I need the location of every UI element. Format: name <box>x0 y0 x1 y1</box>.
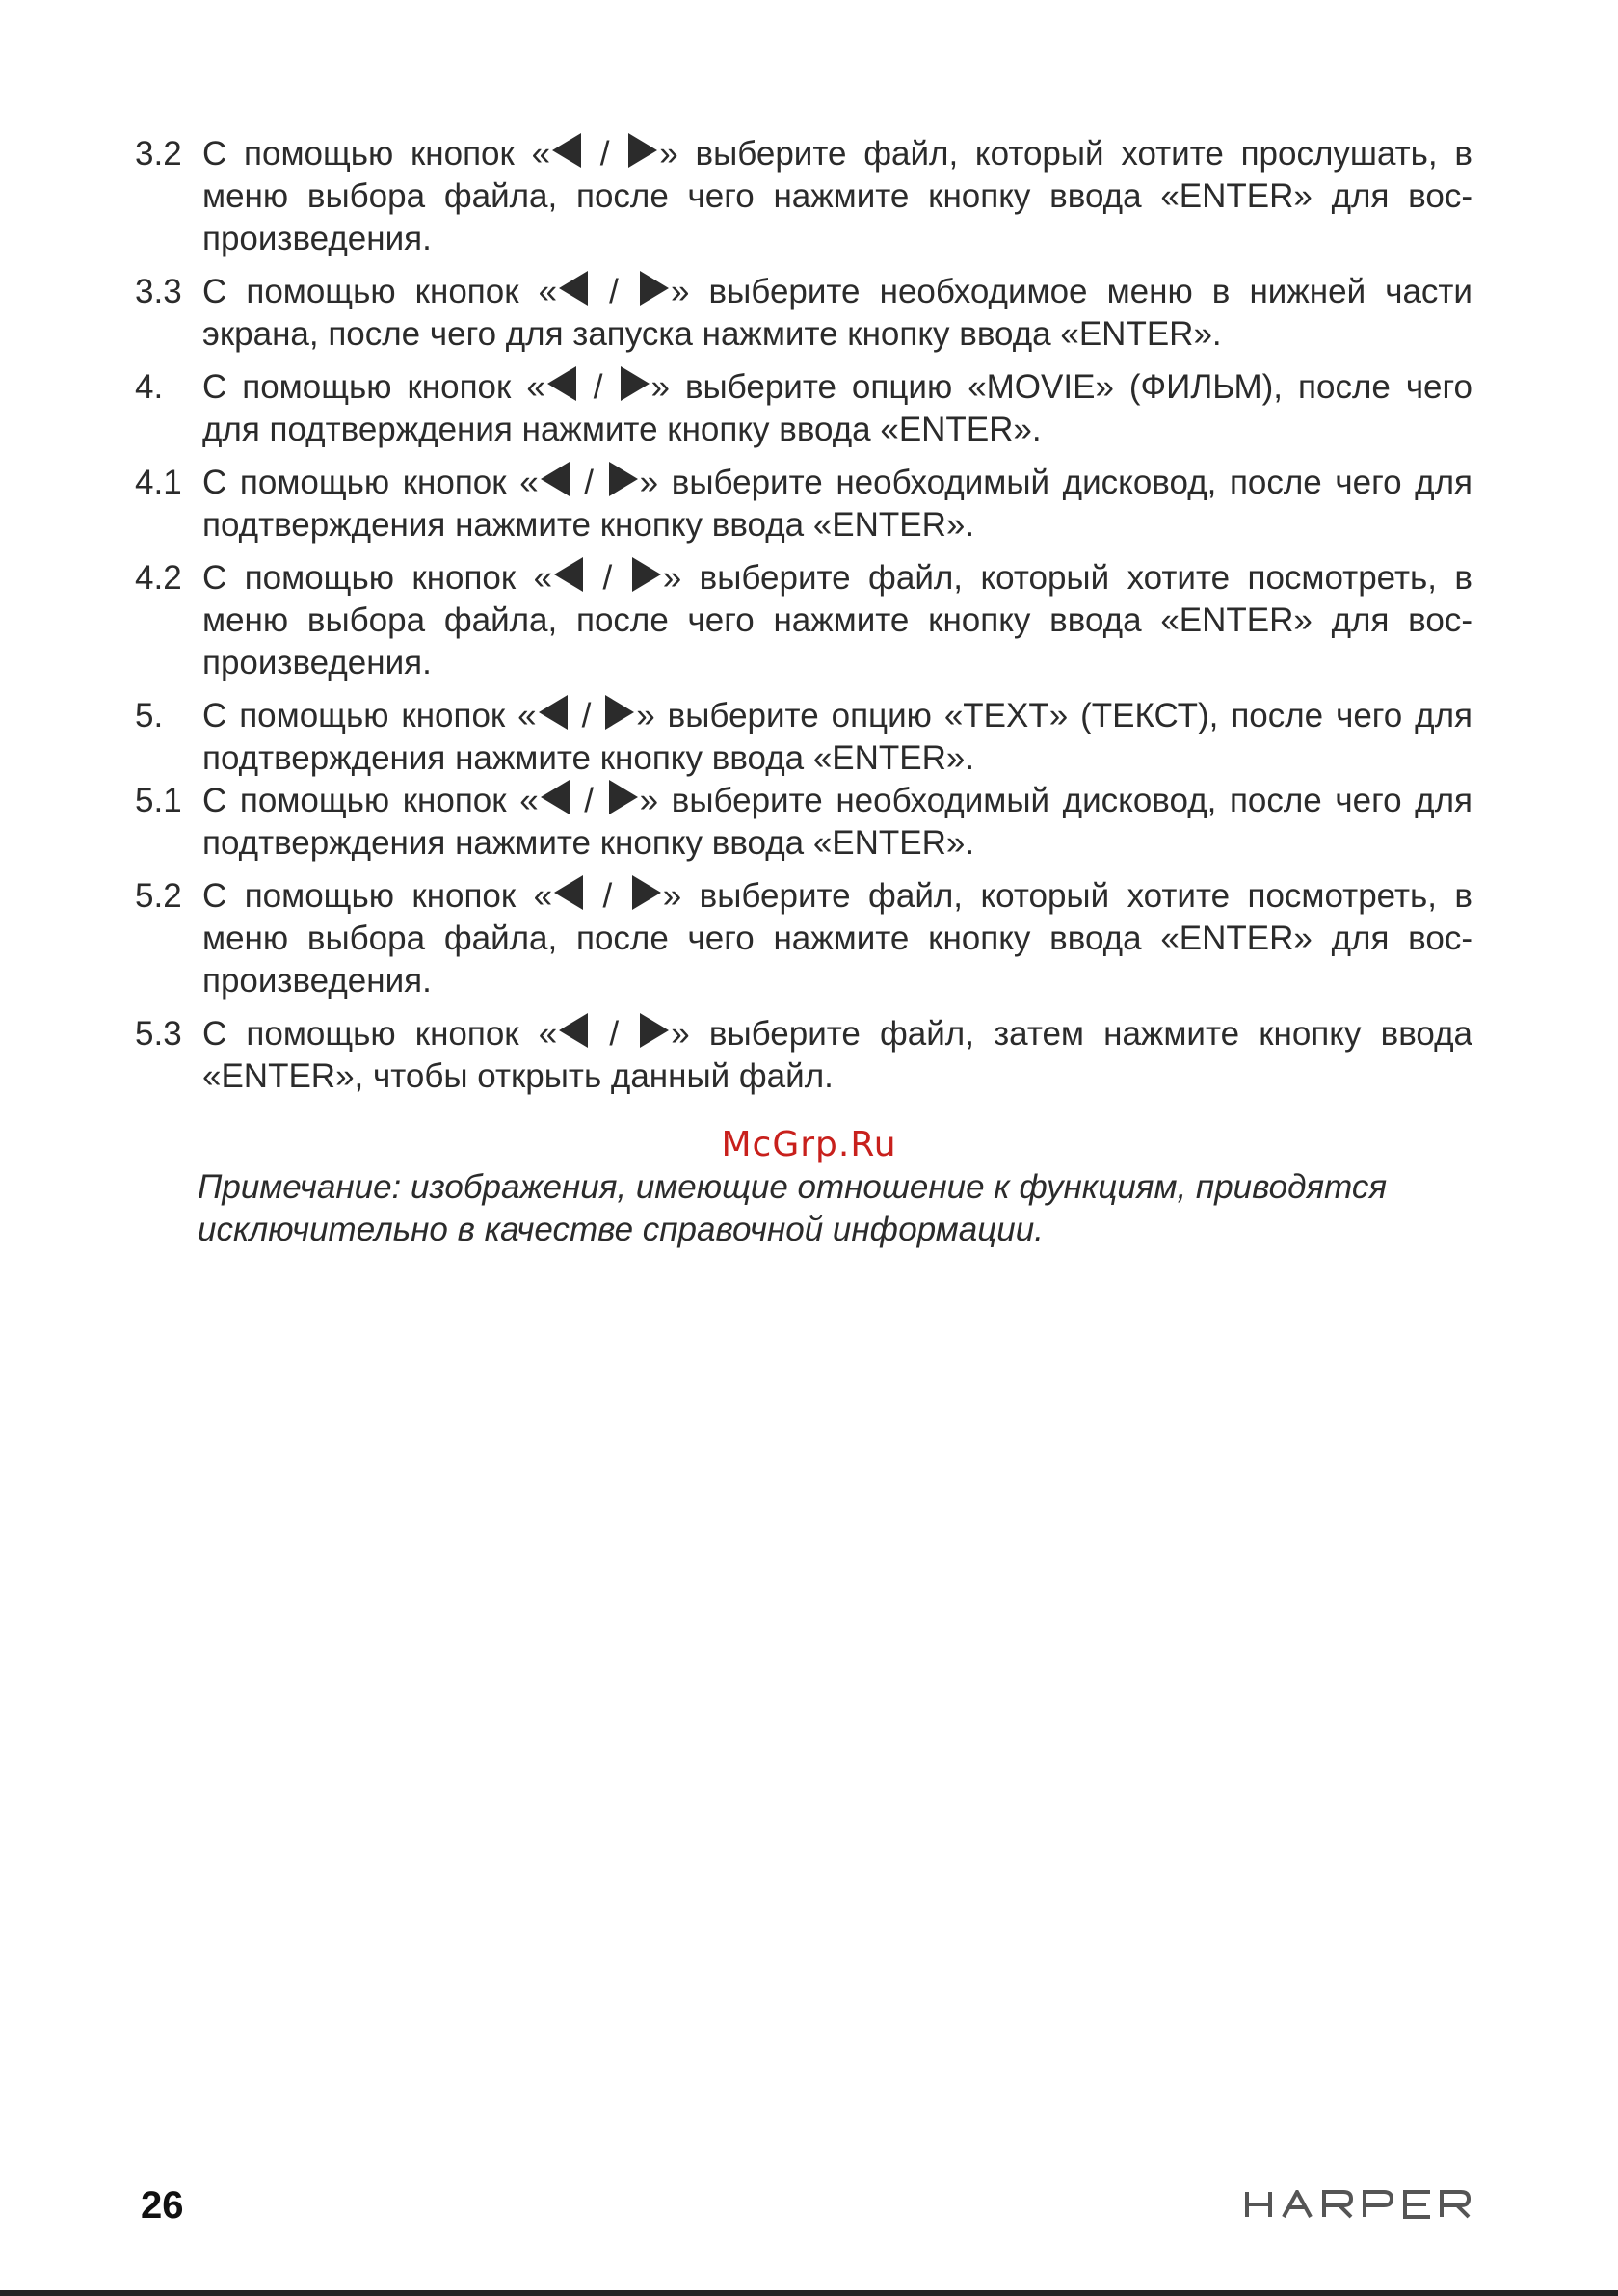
item-text: С помощью кнопок « / » выберите опцию «TEXT» (ТЕКСТ), после чего для подтверждения нажмите кнопку ввода «ENTER». <box>202 697 1472 777</box>
list-item <box>135 780 1472 865</box>
right-triangle-icon <box>640 271 669 306</box>
list-item <box>135 366 1472 451</box>
item-number: 5.2 <box>135 877 182 915</box>
item-number: 5.1 <box>135 782 182 819</box>
note-text: Примечание: изображения, имеющие отношение к функциям, приводятся исключительно в качестве справочной информации. <box>198 1168 1388 1248</box>
item-text: С помощью кнопок « / » выберите файл, который хотите прослушать, в меню выбора файла, после чего нажмите кнопку ввода «ENTER» для воспроизведения. <box>202 135 1472 257</box>
list-item <box>135 557 1472 684</box>
list-item <box>135 462 1472 547</box>
right-triangle-icon <box>605 695 634 730</box>
item-number: 4.1 <box>135 464 182 501</box>
page-number: 26 <box>141 2184 184 2227</box>
item-number: 4.2 <box>135 559 182 597</box>
item-number: 5.3 <box>135 1015 182 1053</box>
left-triangle-icon <box>541 780 570 814</box>
item-number: 4. <box>135 368 164 406</box>
left-triangle-icon <box>539 695 568 730</box>
right-triangle-icon <box>628 133 657 168</box>
item-text: С помощью кнопок « / » выберите необходимый дисковод, после чего для подтверждения нажмите кнопку ввода «ENTER». <box>202 782 1472 862</box>
right-triangle-icon <box>609 780 638 814</box>
right-triangle-icon <box>609 462 638 496</box>
left-triangle-icon <box>541 462 570 496</box>
list-item <box>135 695 1472 780</box>
left-triangle-icon <box>554 875 583 910</box>
item-number: 3.2 <box>135 135 182 173</box>
left-triangle-icon <box>547 366 576 401</box>
item-number: 3.3 <box>135 273 182 310</box>
right-triangle-icon <box>632 875 661 910</box>
right-triangle-icon <box>632 557 661 592</box>
item-text: С помощью кнопок « / » выберите файл, затем нажмите кнопку ввода «ENTER», чтобы открыть данный файл. <box>202 1015 1472 1095</box>
harper-logo <box>1243 2190 1474 2219</box>
item-text: С помощью кнопок « / » выберите необходимое меню в нижней части экрана, после чего для запуска нажмите кнопку ввода «ENTER». <box>202 273 1472 353</box>
item-text: С помощью кнопок « / » выберите необходимый дисковод, после чего для подтверждения нажмите кнопку ввода «ENTER». <box>202 464 1472 544</box>
list-item <box>135 271 1472 356</box>
item-text: С помощью кнопок « / » выберите файл, который хотите посмотреть, в меню выбора файла, после чего нажмите кнопку ввода «ENTER» для воспроизведения. <box>202 559 1472 681</box>
item-text: С помощью кнопок « / » выберите опцию «MOVIE» (ФИЛЬМ), после чего для подтверждения нажмите кнопку ввода «ENTER». <box>202 368 1472 448</box>
item-text: С помощью кнопок « / » выберите файл, который хотите посмотреть, в меню выбора файла, после чего нажмите кнопку ввода «ENTER» для воспроизведения. <box>202 877 1472 1000</box>
left-triangle-icon <box>559 271 588 306</box>
right-triangle-icon <box>640 1013 669 1048</box>
left-triangle-icon <box>552 133 581 168</box>
item-number: 5. <box>135 697 164 734</box>
list-item <box>135 133 1472 260</box>
list-item <box>135 875 1472 1002</box>
list-item <box>135 1013 1472 1098</box>
right-triangle-icon <box>621 366 650 401</box>
left-triangle-icon <box>559 1013 588 1048</box>
watermark: McGrp.Ru <box>721 1125 897 1164</box>
instruction-list <box>135 133 1472 1108</box>
bottom-rule <box>0 2290 1618 2296</box>
left-triangle-icon <box>554 557 583 592</box>
